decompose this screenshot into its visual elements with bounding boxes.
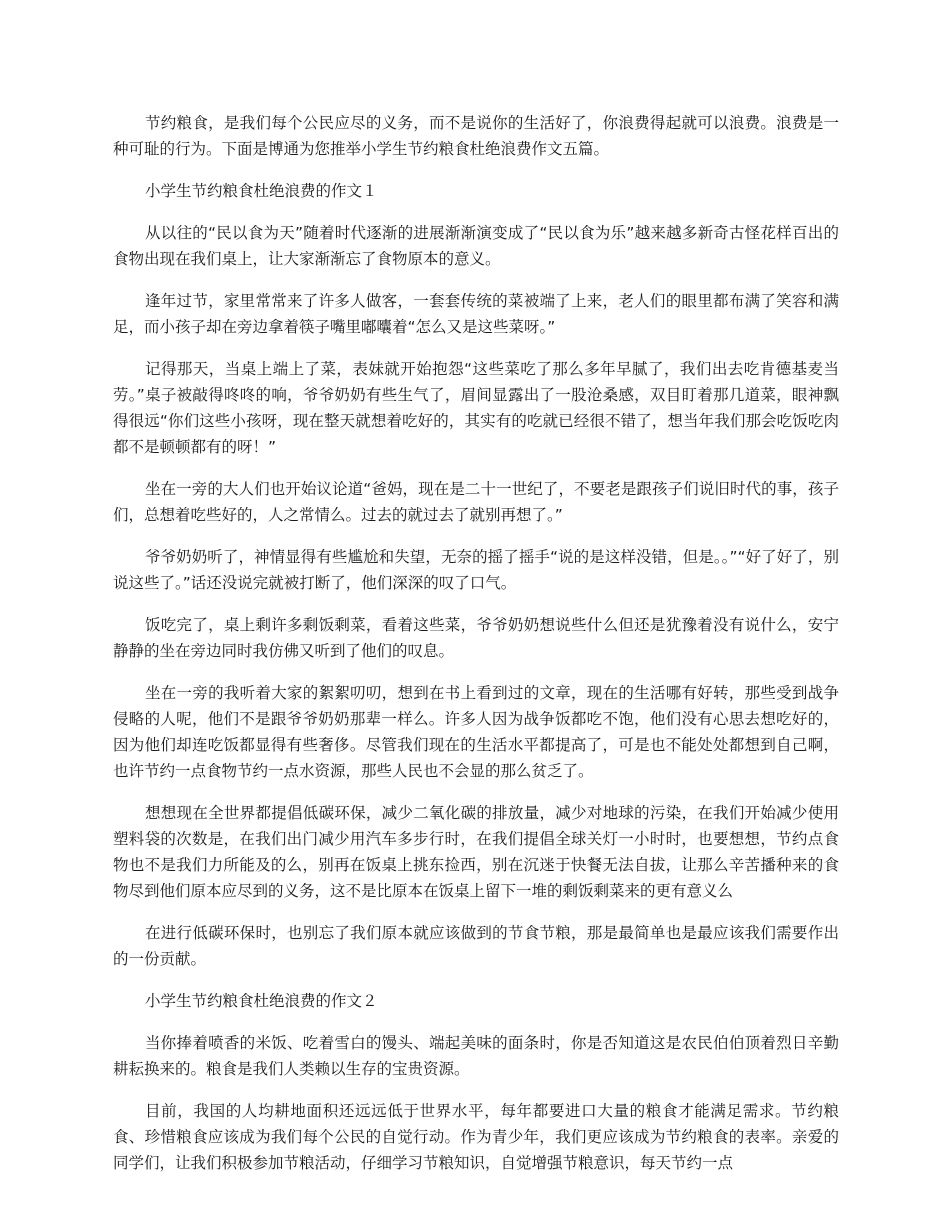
intro-paragraph: 节约粮食，是我们每个公民应尽的义务，而不是说你的生活好了，你浪费得起就可以浪费。浪费是一种可耻的行为。下面是博通为您推举小学生节约粮食杜绝浪费作文五篇。 <box>113 114 839 158</box>
essay-1-paragraph: 记得那天，当桌上端上了菜，表妹就开始抱怨“这些菜吃了那么多年早腻了，我们出去吃肯德基麦当劳。”桌子被敲得咚咚的响，爷爷奶奶有些生气了，眉间显露出了一股沧桑感，双目盯着那几道菜，眼神飘得很远“你们这些小孩呀，现在整天就想着吃好的，其实有的吃就已经很不错了，想当年我们那会吃饭吃肉都不是顿顿都有的呀！” <box>113 360 839 456</box>
essay-2-paragraph: 目前，我国的人均耕地面积还远远低于世界水平，每年都要进口大量的粮食才能满足需求。节约粮食、珍惜粮食应该成为我们每个公民的自觉行动。作为青少年，我们更应该成为节约粮食的表率。亲爱的同学们，让我们积极参加节粮活动，仔细学习节粮知识，自觉增强节粮意识，每天节约一点 <box>113 1102 839 1172</box>
essay-1-paragraph: 饭吃完了，桌上剩许多剩饭剩菜，看着这些菜，爷爷奶奶想说些什么但还是犹豫着没有说什么，安宁静静的坐在旁边同时我仿佛又听到了他们的叹息。 <box>113 616 839 660</box>
essay-2-title: 小学生节约粮食杜绝浪费的作文２ <box>145 992 378 1010</box>
essay-1-paragraph: 坐在一旁的我听着大家的絮絮叨叨，想到在书上看到过的文章，现在的生活哪有好转，那些受到战争侵略的人呢，他们不是跟爷爷奶奶那辈一样么。许多人因为战争饭都吃不饱，他们没有心思去想吃好的，因为他们却连吃饭都显得有些奢侈。尽管我们现在的生活水平都提高了，可是也不能处处都想到自己啊，也许节约一点食物节约一点水资源，那些人民也不会显的那么贫乏了。 <box>113 684 839 780</box>
essay-2-paragraph: 当你捧着喷香的米饭、吃着雪白的馒头、端起美味的面条时，你是否知道这是农民伯伯顶着烈日辛勤耕耘换来的。粮食是我们人类赖以生存的宝贵资源。 <box>113 1034 839 1078</box>
essay-1-paragraph: 爷爷奶奶听了，神情显得有些尴尬和失望，无奈的摇了摇手“说的是这样没错，但是。。”“好了好了，别说这些了。”话还没说完就被打断了，他们深深的叹了口气。 <box>113 548 839 592</box>
essay-1-paragraph: 想想现在全世界都提倡低碳环保，减少二氧化碳的排放量，减少对地球的污染，在我们开始减少使用塑料袋的次数是，在我们出门减少用汽车多步行时，在我们提倡全球关灯一小时时，也要想想，节约点食物也不是我们力所能及的么，别再在饭桌上挑东捡西，别在沉迷于快餐无法自拔，让那么辛苦播种来的食物尽到他们原本应尽到的义务，这不是比原本在饭桌上留下一堆的剩饭剩菜来的更有意义么 <box>113 804 839 900</box>
essay-1-paragraph: 在进行低碳环保时，也别忘了我们原本就应该做到的节食节粮，那是最简单也是最应该我们需要作出的一份贡献。 <box>113 924 839 968</box>
essay-1-title: 小学生节约粮食杜绝浪费的作文１ <box>145 182 378 200</box>
essay-1-paragraph: 逢年过节，家里常常来了许多人做客，一套套传统的菜被端了上来，老人们的眼里都布满了笑容和满足，而小孩子却在旁边拿着筷子嘴里嘟囔着“怎么又是这些菜呀。” <box>113 292 839 336</box>
essay-1-paragraph: 坐在一旁的大人们也开始议论道“爸妈，现在是二十一世纪了，不要老是跟孩子们说旧时代的事，孩子们，总想着吃些好的，人之常情么。过去的就过去了就别再想了。” <box>113 480 839 524</box>
document-page <box>113 110 839 1192</box>
essay-1-paragraph: 从以往的“民以食为天”随着时代逐渐的进展渐渐演变成了“民以食为乐”越来越多新奇古怪花样百出的食物出现在我们桌上，让大家渐渐忘了食物原本的意义。 <box>113 224 839 268</box>
